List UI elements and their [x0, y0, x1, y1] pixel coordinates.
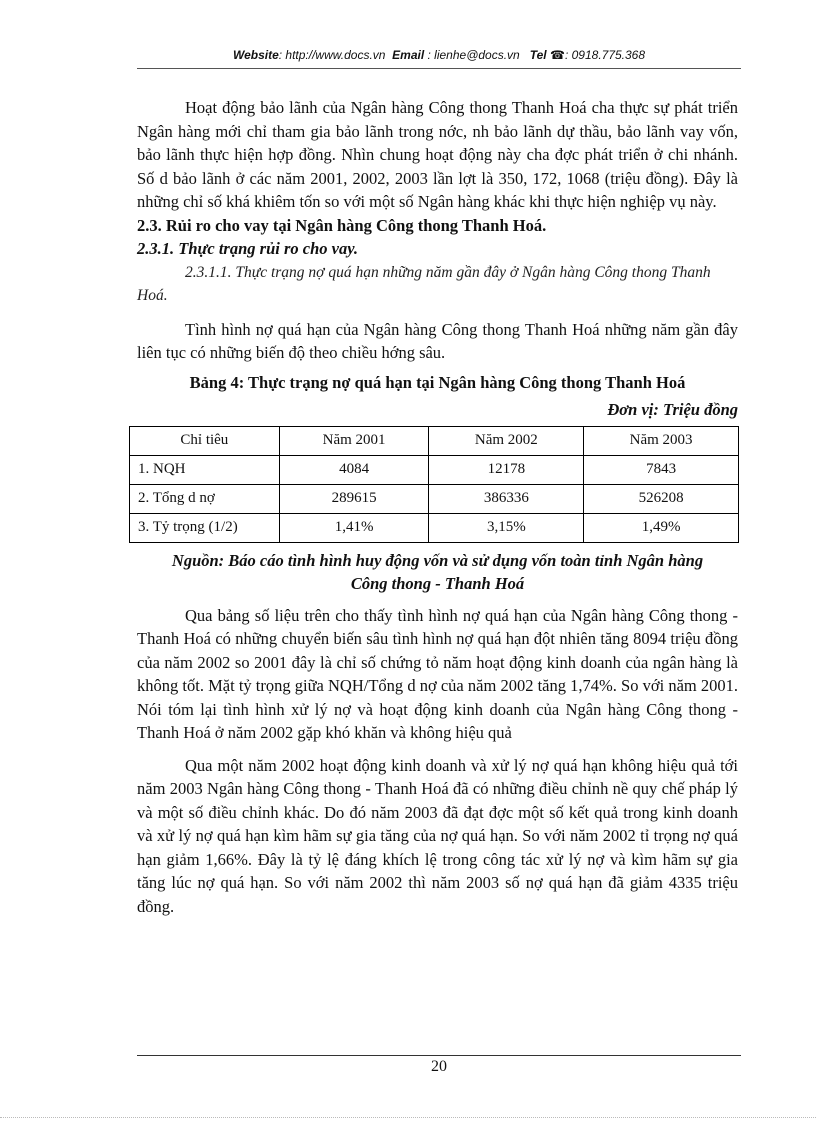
- overdue-debt-table: [129, 426, 739, 543]
- table-title: Bảng 4: Thực trạng nợ quá hạn tại Ngân hàng Công thong Thanh Hoá: [189, 372, 686, 392]
- table-cell: 526208: [584, 484, 739, 513]
- paragraph-analysis-2002: Qua bảng số liệu trên cho thấy tình hình nợ quá hạn của Ngân hàng Công thong - Thanh Hoá có những chuyển biến sâu tình hình nợ quá hạn đột nhiên tăng 8094 triệu đồng của năm 2002 so 2001 đây là chỉ số chứng tỏ năm hoạt động kinh doanh của ngân hàng là không tốt. Mặt tỷ trọng giữa NQH/Tổng d nợ của năm 2002 tăng 1,74%. So với năm 2001. Nói tóm lại tình hình xử lý nợ và hoạt động kinh doanh của Ngân hàng Công thong - Thanh Hoá ở năm 2002 gặp khó khăn và không hiệu quả: [137, 605, 738, 742]
- page-content: [137, 96, 738, 918]
- column-header: Năm 2001: [279, 426, 429, 455]
- table-cell: 2. Tổng d nợ: [130, 484, 280, 513]
- bottom-dotted-rule: [0, 1117, 816, 1118]
- table-cell: 1. NQH: [130, 455, 280, 484]
- phone-icon: ☎: [550, 48, 565, 62]
- column-header: Năm 2003: [584, 426, 739, 455]
- page-number: 20: [431, 1058, 447, 1075]
- table-row: [130, 484, 739, 513]
- footer-divider: [137, 1055, 741, 1056]
- email-label: Email: [392, 48, 425, 62]
- email-value: : lienhe@docs.vn: [427, 48, 520, 62]
- paragraph-analysis-2003: Qua một năm 2002 hoạt động kinh doanh và xử lý nợ quá hạn không hiệu quả tới năm 2003 Ngân hàng Công thong - Thanh Hoá đã có những điều chỉnh nề quy chế pháp lý và một số điều chỉnh khác. Do đó năm 2003 đã đạt đợc một số kết quả trong kinh doanh và xử lý nợ quá hạn kìm hãm sự gia tăng của nợ quá hạn. So với năm 2002 tỉ trọng nợ quá hạn giảm 1,66%. Đây là tỷ lệ đáng khích lệ trong công tác xử lý nợ và kìm hãm sự gia tăng lúc nợ quá hạn. So với năm 2002 thì năm 2003 số nợ quá hạn đã giảm 4335 triệu đồng.: [137, 755, 738, 916]
- website-value: : http://www.docs.vn: [278, 48, 386, 62]
- table-cell: 7843: [584, 455, 739, 484]
- paragraph-overdue-intro: Tình hình nợ quá hạn của Ngân hàng Công thong Thanh Hoá những năm gần đây liên tục có những biến độ theo chiều hớng sâu.: [137, 319, 738, 362]
- heading-2-3-1-1: 2.3.1.1. Thực trạng nợ quá hạn những năm gần đây ở Ngân hàng Công thong Thanh Hoá.: [137, 263, 711, 304]
- column-header: Chỉ tiêu: [130, 426, 280, 455]
- table-cell: 3,15%: [429, 513, 584, 542]
- page-header: [137, 44, 741, 69]
- table-row: [130, 455, 739, 484]
- table-cell: 1,49%: [584, 513, 739, 542]
- table-cell: 289615: [279, 484, 429, 513]
- website-label: Website: [232, 48, 279, 62]
- table-cell: 386336: [429, 484, 584, 513]
- table-cell: 12178: [429, 455, 584, 484]
- heading-2-3: 2.3. Rủi ro cho vay tại Ngân hàng Công thong Thanh Hoá.: [137, 215, 547, 235]
- table-row: [130, 513, 739, 542]
- table-cell: 3. Tỷ trọng (1/2): [130, 513, 280, 542]
- tel-value: : 0918.775.368: [564, 48, 646, 62]
- tel-label: Tel: [529, 48, 547, 62]
- column-header: Năm 2002: [429, 426, 584, 455]
- heading-2-3-1: 2.3.1. Thực trạng rủi ro cho vay.: [137, 239, 359, 258]
- table-unit: Đơn vị: Triệu đồng: [607, 400, 738, 419]
- paragraph-guarantee: Hoạt động bảo lãnh của Ngân hàng Công thong Thanh Hoá cha thực sự phát triển Ngân hàng mới chỉ tham gia bảo lãnh trong nớc, nh bảo lãnh dự thầu, bảo lãnh vay vốn, bảo lãnh thực hiện hợp đồng. Nhìn chung hoạt động này cha đợc phát triển ở chi nhánh. Số d bảo lãnh ở các năm 2001, 2002, 2003 lần lợt là 350, 172, 1068 (triệu đồng). Đây là những chỉ số khá khiêm tốn so với một số Ngân hàng khác khi thực hiện nghiệp vụ này.: [137, 98, 738, 211]
- table-header-row: [130, 426, 739, 455]
- table-source: Nguồn: Báo cáo tình hình huy động vốn và sử dụng vốn toàn tỉnh Ngân hàng Công thong - Thanh Hoá: [171, 550, 704, 593]
- table-cell: 1,41%: [279, 513, 429, 542]
- table-cell: 4084: [279, 455, 429, 484]
